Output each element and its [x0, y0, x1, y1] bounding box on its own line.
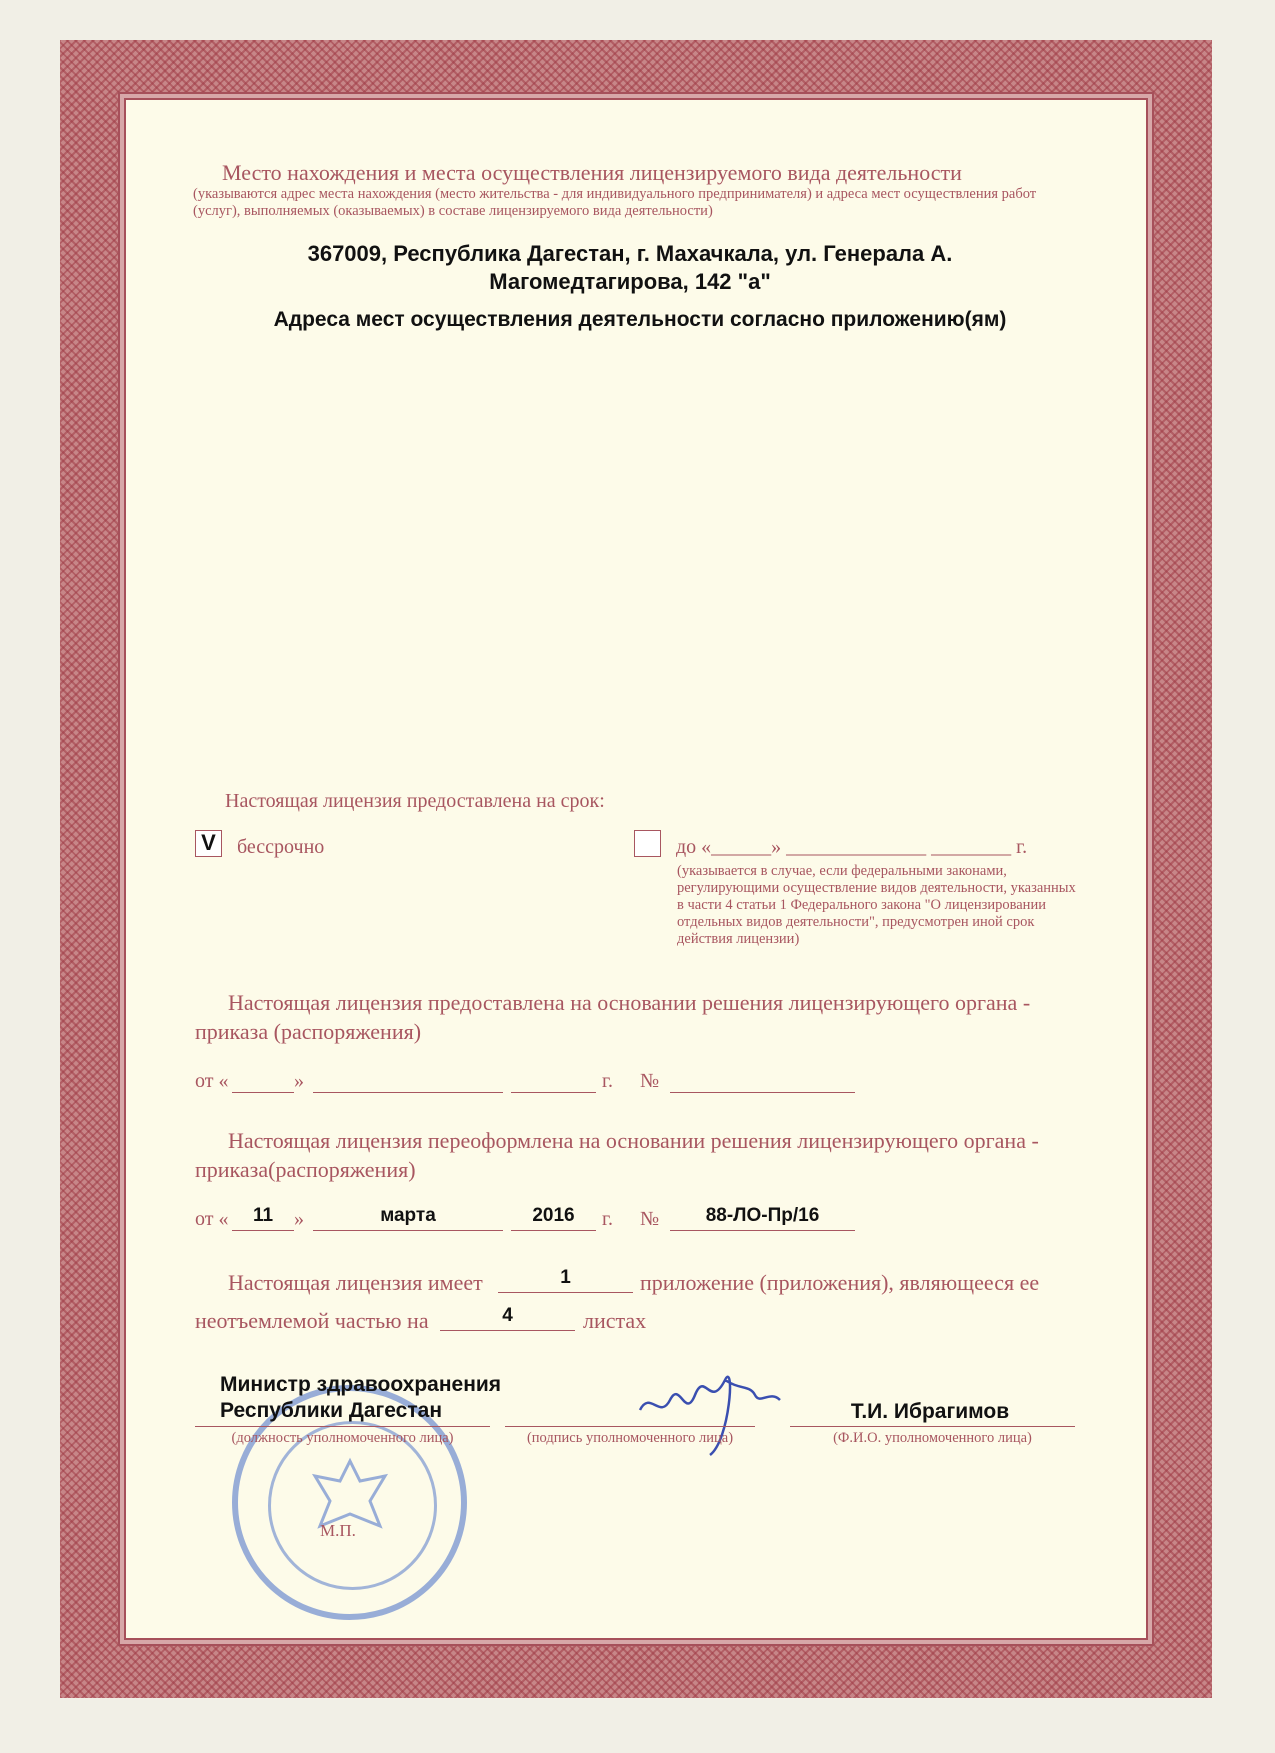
reissue-number-field[interactable]: 88-ЛО-Пр/16 [670, 1204, 855, 1231]
seal-label: М.П. [320, 1521, 356, 1540]
term-title: Настоящая лицензия предоставлена на срок: [225, 790, 605, 812]
basis-from-label: от « [195, 1070, 229, 1092]
name-caption: (Ф.И.О. уполномоченного лица) [833, 1430, 1032, 1446]
section-note: (указываются адрес места нахождения (место жительства - для индивидуального предпринимателя) и адреса мест осуществления работ (услуг), выполняемых (оказываемых) в составе лицензируемого вида деятельности) [193, 186, 1037, 219]
appendix-row-1 [228, 1268, 1088, 1298]
perpetual-checkbox[interactable]: V [195, 830, 222, 857]
signature-underline [505, 1426, 755, 1427]
reissue-month-field[interactable]: марта [313, 1204, 503, 1231]
address-reference: Адреса мест осуществления деятельности согласно приложению(ям) [273, 308, 1007, 331]
basis-quote-close: » [294, 1070, 304, 1092]
position-underline [195, 1426, 490, 1427]
signatory-position [220, 1372, 501, 1424]
address-line-2: Магомедтагирова, 142 "а" [489, 269, 771, 294]
reissue-day-field[interactable]: 11 [232, 1204, 294, 1231]
reissue-text [195, 1126, 1075, 1184]
appendix-text-after: приложение (приложения), являющееся ее [640, 1270, 1040, 1295]
term-note: (указывается в случае, если федеральными законами, регулирующими осуществление видов деятельности, указанных в части 4 статьи 1 Федерального закона "О лицензировании отдельных видов деятельности", предусмотрен иной срок действия лицензии) [677, 863, 1076, 947]
section-title: Место нахождения и места осуществления лицензируемого вида деятельности [222, 160, 962, 185]
appendix-text2-after: листах [583, 1308, 647, 1333]
address-line-1: 367009, Республика Дагестан, г. Махачкала, ул. Генерала А. [307, 241, 953, 266]
reissue-year-field[interactable]: 2016 [511, 1204, 596, 1231]
position-caption: (должность уполномоченного лица) [231, 1430, 454, 1446]
basis-day-field[interactable] [232, 1066, 294, 1093]
reissue-quote-close: » [294, 1208, 304, 1230]
basis-text [195, 988, 1075, 1046]
address [250, 240, 1010, 296]
basis-number-label: № [640, 1070, 660, 1092]
reissue-number-label: № [640, 1208, 660, 1230]
reissue-from-label: от « [195, 1208, 229, 1230]
signatory-name: Т.И. Ибрагимов [850, 1400, 1010, 1423]
position-line-2: Республики Дагестан [220, 1399, 442, 1422]
appendix-count-field[interactable]: 1 [498, 1266, 633, 1293]
appendix-sheets-field[interactable]: 4 [440, 1304, 575, 1331]
reissue-year-suffix: г. [602, 1208, 613, 1230]
basis-number-field[interactable] [670, 1066, 855, 1093]
reissue-date-row [195, 1205, 895, 1238]
reissue-text-content: Настоящая лицензия переоформлена на основании решения лицензирующего органа - приказа(распоряжения) [195, 1128, 1039, 1182]
position-line-1: Министр здравоохранения [220, 1373, 502, 1396]
appendix-text-before: Настоящая лицензия имеет [228, 1270, 483, 1295]
signature-caption: (подпись уполномоченного лица) [526, 1430, 734, 1446]
until-date-label: до «______» ______________ ________ г. [676, 836, 1028, 858]
name-underline [790, 1426, 1075, 1427]
basis-text-content: Настоящая лицензия предоставлена на основании решения лицензирующего органа - приказа (распоряжения) [195, 990, 1031, 1044]
appendix-text2-before: неотъемлемой частью на [195, 1308, 429, 1333]
basis-year-field[interactable] [511, 1066, 596, 1093]
basis-month-field[interactable] [313, 1066, 503, 1093]
until-date-checkbox[interactable] [634, 830, 661, 857]
basis-year-suffix: г. [602, 1070, 613, 1092]
basis-date-row [195, 1070, 895, 1100]
appendix-row-2 [195, 1306, 895, 1336]
perpetual-label: бессрочно [237, 836, 325, 858]
